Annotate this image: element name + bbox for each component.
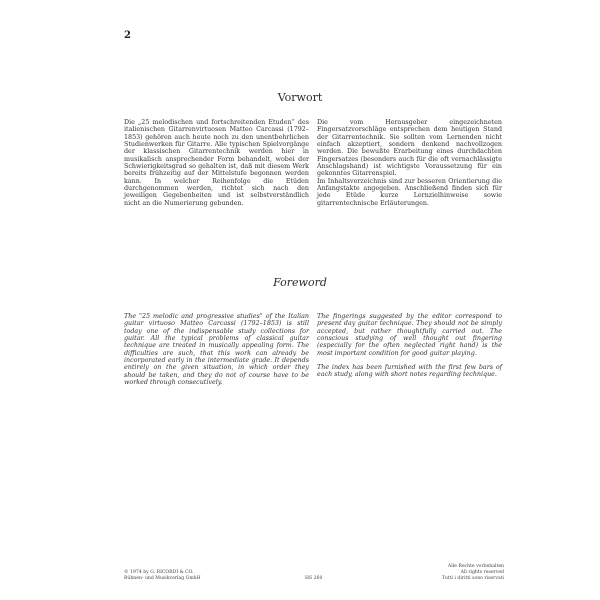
rights-line-1: Alle Rechte vorbehalten <box>447 564 504 569</box>
rights-line-2: All rights reserved <box>460 570 504 575</box>
copyright-line-2: Bühnen- und Musikverlag GmbH <box>124 576 201 581</box>
german-right-paragraph-1: Die vom Herausgeber eingezeichneten Fingersatzvorschläge entsprechen dem heutigen Stand der Gitarrentechnik. Sie sollten vom Lernenden nicht einfach akzeptiert, sondern denkend nachvollzogen werden. Die bewußte Erarbeitung eines durchdachten Fingersatzes (besonders auch für die oft vernachlässigte Anschlagshand) ist wichtigste Voraussetzung für ein gekonntes Gitarrenspiel. <box>317 119 502 178</box>
rights-notice <box>418 564 504 582</box>
german-right-paragraph-2: Im Inhaltsverzeichnis sind zur besseren Orientierung die Anfangstakte angegeben. Anschließend finden sich für jede Etüde kurze Lernzielhinweise sowie gitarrentechnische Erläuterungen. <box>317 177 502 207</box>
german-right-column <box>317 119 502 207</box>
german-left-paragraph: Die „25 melodischen und fortschreitenden Etuden“ des italienischen Gitarrenvirtuosen Matteo Carcassi (1792–1853) gehören auch heute noch zu den unentbehrlichen Studienwerken für Gitarre. Alle typischen Spielvorgänge der klassischen Gitarrentechnik werden hier in musikalisch ansprechender Form behandelt, wobei der Schwierigkeitsgrad so gehalten ist, daß mit diesem Werk bereits frühzeitig auf der Mittelstufe begonnen werden kann. In welcher Reihenfolge die Etüden durchgenommen werden, richtet sich nach den jeweiligen Gegebenheiten und ist selbstverständlich nicht an die Numerierung gebunden. <box>124 119 309 207</box>
english-left-column <box>124 313 309 386</box>
catalog-number: HS 260 <box>305 576 323 581</box>
rights-line-3: Tutti i diritti sono riservati <box>441 576 504 581</box>
page-number: 2 <box>124 30 131 41</box>
german-heading: Vorwort <box>277 91 323 104</box>
english-right-paragraph-1: The fingerings suggested by the editor correspond to present day guitar technique. They should not be simply accepted, but rather thoughtfully carried out. The conscious studying of well thought out fingering (especially for the often neglected right hand) is the most important condition for good guitar playing. <box>317 313 502 357</box>
english-right-column <box>317 313 502 379</box>
german-left-column <box>124 119 309 207</box>
english-right-paragraph-2: The index has been furnished with the first few bars of each study, along with short notes regarding technique. <box>317 364 502 379</box>
english-heading: Foreword <box>273 276 327 289</box>
copyright-notice <box>124 570 201 582</box>
copyright-line-1: © 1974 by G. RICORDI & CO. <box>124 570 194 575</box>
english-left-paragraph: The "25 melodic and progressive studies" of the Italian guitar virtuoso Matteo Carcassi (1792–1853) is still today one of the indispensable study collections for guitar. All the typical problems of classical guitar technique are treated in musically appealing form. The difficulties are such, that this work can already be incorporated early in the intermediate grade. It depends entirely on the given situation, in which order they should be taken, and they do not of course have to be worked through consecutively. <box>124 313 309 387</box>
